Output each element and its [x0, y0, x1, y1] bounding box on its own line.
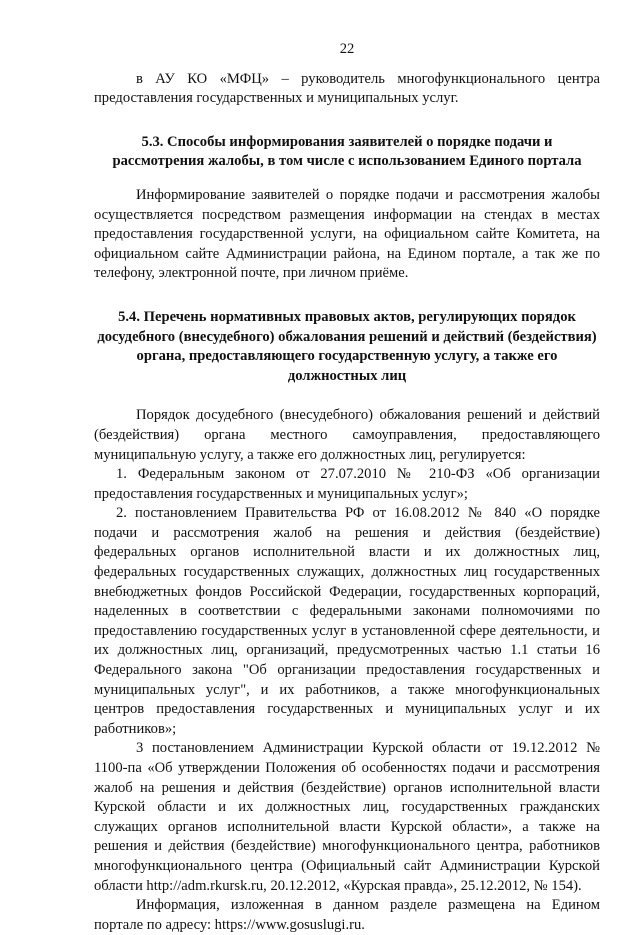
- list-item-1: 1. Федеральным законом от 27.07.2010 № 210-ФЗ «Об организации предоставления государственных и муниципальных услуг»;: [94, 466, 600, 502]
- intro-fragment: в АУ КО «МФЦ» – руководитель многофункционального центра предоставления государственных и муниципальных услуг.: [94, 70, 600, 107]
- section-5-4-heading: 5.4. Перечень нормативных правовых актов, регулирующих порядок досудебного (внесудебного) обжалования решений и действий (бездействия) органа, предоставляющего государственную услугу, а также его должностных лиц: [97, 308, 597, 384]
- section-5-4-intro: Порядок досудебного (внесудебного) обжалования решений и действий (бездействия) органа местного самоуправления, предоставляющего муниципальную услугу, а также его должностных лиц, регулируется:: [94, 407, 600, 463]
- section-5-3-heading: 5.3. Способы информирования заявителей о порядке подачи и рассмотрения жалобы, в том числе с использованием Единого портала: [112, 133, 582, 170]
- closing-paragraph: Информация, изложенная в данном разделе размещена на Едином портале по адресу: https://www.gosuslugi.ru.: [94, 897, 600, 933]
- section-5-3-text: Информирование заявителей о порядке подачи и рассмотрения жалобы осуществляется посредством размещения информации на стендах в местах предоставления государственной услуги, на официальном сайте Комитета, на официальном сайте Администрации района, на Едином портале, а так же по телефону, электронной почте, при личном приёме.: [94, 186, 600, 282]
- list-item-2: 2. постановлением Правительства РФ от 16.08.2012 № 840 «О порядке подачи и рассмотрения жалоб на решения и действия (бездействие) федеральных органов исполнительной власти и их должностных лиц, федеральных государственных служащих, должностных лиц государственных внебюджетных фондов Российской Федерации, государственных корпораций, наделенных в соответствии с федеральными законами полномочиями по предоставлению государственных услуг в установленной сфере деятельности, и их должностных лиц, организаций, предусмотренных частью 1.1 статьи 16 Федерального закона "Об организации предоставления государственных и муниципальных услуг", и их работников, а также многофункциональных центров предоставления государственных и муниципальных услуг и их работников»;: [94, 505, 600, 737]
- page-number: 22: [339, 41, 355, 57]
- list-item-3: 3 постановлением Администрации Курской области от 19.12.2012 № 1100-па «Об утверждении Положения об особенностях подачи и рассмотрения жалоб на решения и действия (бездействие) органов исполнительной власти Курской области и их должностных лиц, государственных гражданских служащих органов исполнительной власти Курской области», а также на решения и действия (бездействие) многофункционального центра, работников многофункционального центра (Официальный сайт Администрации Курской области http://adm.rkursk.ru, 20.12.2012, «Курская правда», 25.12.2012, № 154).: [94, 740, 600, 894]
